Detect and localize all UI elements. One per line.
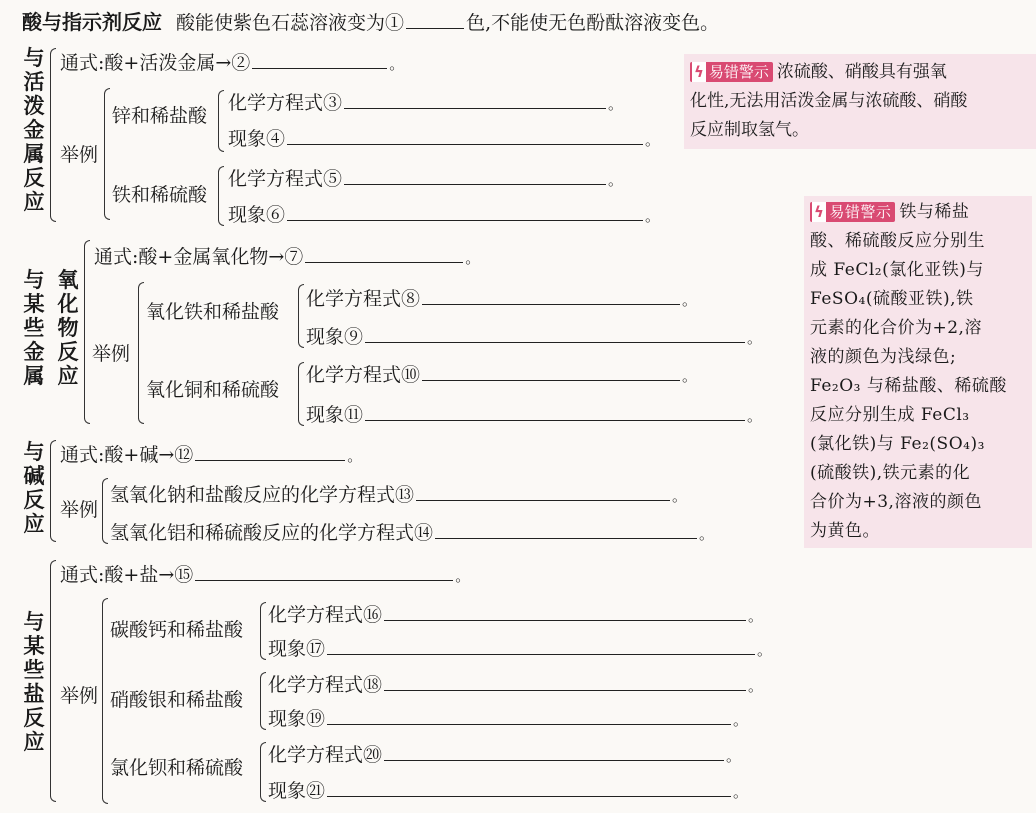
blank-2: [252, 48, 387, 69]
s4-item-1-ph: 现象⑰ 。: [268, 634, 772, 662]
s2-item-1-eq: 化学方程式⑧ 。: [306, 284, 697, 312]
s4-item-2-brace: [260, 672, 266, 730]
section-1-label: 与 活 泼 金 属 反 应: [23, 46, 45, 214]
blank-15: [195, 560, 453, 581]
blank-6: [287, 200, 643, 221]
s4-item-2-name: 硝酸银和稀盐酸: [110, 689, 244, 711]
s3-example: 举例: [60, 499, 99, 521]
blank-3: [344, 88, 606, 109]
s4-item-1-brace: [260, 602, 266, 660]
section-3-brace: [50, 440, 56, 542]
s4-item-3-name: 氯化钡和稀硫酸: [110, 757, 244, 779]
s4-item-3-eq: 化学方程式⑳ 。: [268, 740, 741, 768]
warning-tag: ϟ 易错警示: [810, 202, 895, 222]
s1-item-1-name: 锌和稀盐酸: [112, 105, 208, 127]
lightning-icon: ϟ: [694, 63, 704, 81]
blank-4: [287, 124, 643, 145]
s2-item-2-eq: 化学方程式⑩ 。: [306, 360, 697, 388]
s1-general: 通式:酸+活泼金属→② 。: [60, 48, 404, 76]
s3-item-1: 氢氧化钠和盐酸反应的化学方程式⑬ 。: [110, 480, 687, 508]
page-title: 酸与指示剂反应: [22, 10, 162, 34]
blank-1: [406, 8, 464, 29]
s4-item-1-name: 碳酸钙和稀盐酸: [110, 619, 244, 641]
intro-line: [22, 8, 719, 35]
s3-item-2: 氢氧化铝和稀硫酸反应的化学方程式⑭ 。: [110, 518, 714, 546]
s2-example-brace: [138, 282, 144, 424]
blank-8: [422, 284, 680, 305]
s4-item-1-eq: 化学方程式⑯ 。: [268, 600, 763, 628]
section-2-brace: [84, 240, 90, 424]
intro-text: 酸能使紫色石蕊溶液变为①: [176, 12, 405, 34]
blank-13: [416, 480, 670, 501]
intro-tail: 色,不能使无色酚酞溶液变色。: [466, 12, 720, 34]
s1-item-2-eq: 化学方程式⑤ 。: [228, 164, 623, 192]
s2-item-2-brace: [298, 362, 304, 426]
blank-9: [365, 322, 745, 343]
s4-general: 通式:酸+盐→⑮ 。: [60, 560, 470, 588]
blank-5: [344, 164, 606, 185]
blank-21: [327, 776, 731, 797]
s4-item-3-ph: 现象㉑ 。: [268, 776, 748, 804]
s4-item-2-eq: 化学方程式⑱ 。: [268, 670, 763, 698]
s1-item-1-ph: 现象④ 。: [228, 124, 660, 152]
blank-10: [422, 360, 680, 381]
s2-item-1-brace: [298, 284, 304, 348]
s3-general: 通式:酸+碱→⑫ 。: [60, 440, 362, 468]
s1-item-2-brace: [218, 166, 224, 226]
s2-example: 举例: [92, 343, 131, 365]
blank-17: [327, 634, 755, 655]
s4-example: 举例: [60, 685, 99, 707]
section-4-label: 与 某 些 盐 反 应: [23, 610, 45, 754]
s4-item-2-ph: 现象⑲ 。: [268, 704, 748, 732]
blank-19: [327, 704, 731, 725]
warning-tag: ϟ 易错警示: [690, 62, 773, 82]
s1-item-1-brace: [218, 90, 224, 152]
blank-16: [384, 600, 746, 621]
warning-note-1: ϟ 易错警示 浓硫酸、硝酸具有强氧 化性,无法用活泼金属与浓硫酸、硝酸 反应制取氢气。: [684, 54, 1036, 149]
s2-item-2-ph: 现象⑪ 。: [306, 400, 762, 428]
s2-general: 通式:酸+金属氧化物→⑦ 。: [94, 242, 480, 270]
s2-item-2-name: 氧化铜和稀硫酸: [146, 379, 280, 401]
s1-item-1-eq: 化学方程式③ 。: [228, 88, 623, 116]
blank-12: [195, 440, 345, 461]
blank-11: [365, 400, 745, 421]
s3-example-brace: [102, 478, 108, 544]
section-2-label-a: 与 某 些 金 属: [23, 268, 45, 388]
blank-7: [305, 242, 463, 263]
s1-item-2-name: 铁和稀硫酸: [112, 184, 208, 206]
blank-20: [384, 740, 724, 761]
warning-note-2: ϟ 易错警示 铁与稀盐 酸、稀硫酸反应分别生 成 FeCl₂(氯化亚铁)与 FeSO₄(硫酸亚铁),铁 元素的化合价为+2,溶 液的颜色为浅绿色; Fe₂O₃ 与稀盐酸、稀硫酸 反应分别生成 FeCl₃ (氯化铁)与 Fe₂(SO₄)₃ (硫酸铁),铁元素的化 合价为+3,溶液的颜色 为黄色。: [804, 196, 1032, 548]
s1-example-brace: [104, 88, 110, 220]
section-4-brace: [50, 560, 56, 802]
blank-14: [435, 518, 697, 539]
s1-example: 举例: [60, 144, 99, 166]
s4-example-brace: [102, 598, 108, 804]
section-1-brace: [50, 48, 56, 222]
s2-item-1-name: 氧化铁和稀盐酸: [146, 301, 280, 323]
s1-item-2-ph: 现象⑥ 。: [228, 200, 660, 228]
s4-item-3-brace: [260, 742, 266, 802]
s2-item-1-ph: 现象⑨ 。: [306, 322, 762, 350]
lightning-icon: ϟ: [814, 203, 825, 221]
blank-18: [384, 670, 746, 691]
section-3-label: 与 碱 反 应: [23, 440, 45, 536]
section-2-label-b: 氧 化 物 反 应: [57, 268, 79, 388]
